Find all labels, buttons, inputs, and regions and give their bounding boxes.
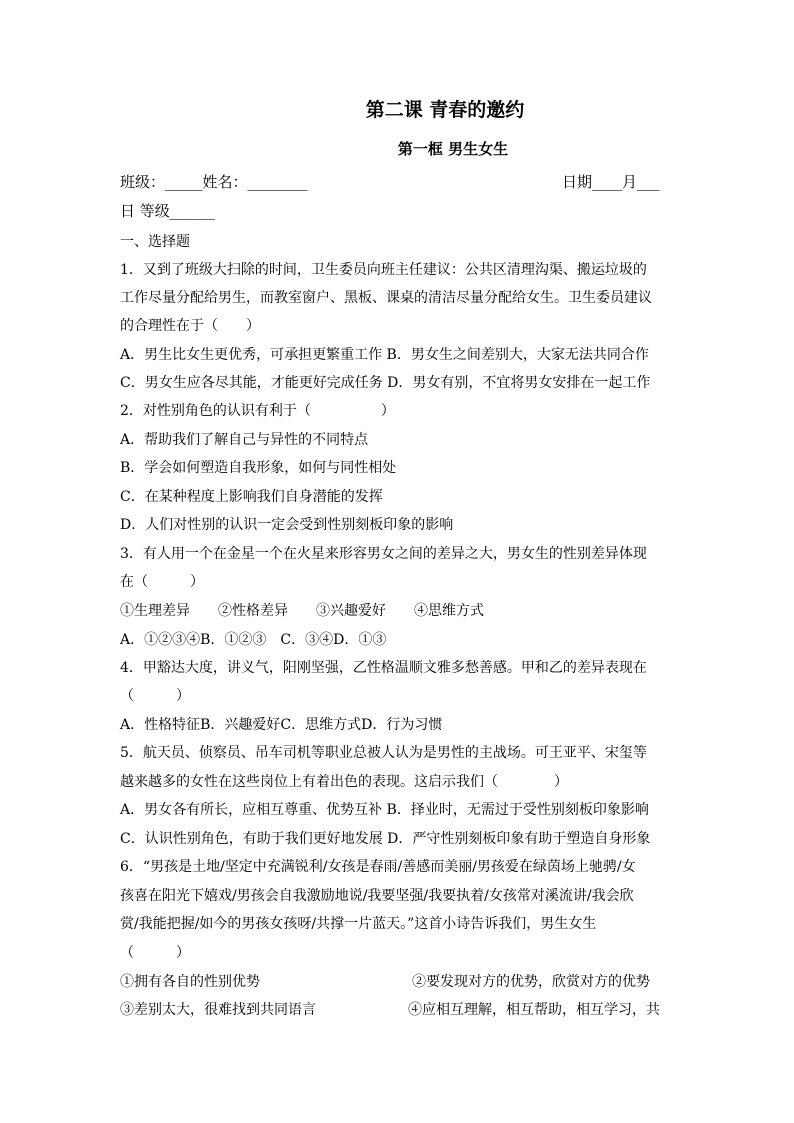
q6-item: ③差别太大，很难找到共同语言 — [120, 1002, 316, 1018]
q6-stem-line: 孩喜在阳光下嬉戏/男孩会自我激励地说/我要坚强/我要执着/女孩常对溪流讲/我会欣 — [120, 888, 634, 904]
q4-options: A．性格特征B．兴趣爱好C．思维方式D．行为习惯 — [120, 717, 443, 733]
lesson-subtitle: 第一框 男生女生 — [397, 140, 509, 158]
q6-item: ①拥有各自的性别优势 — [120, 974, 260, 990]
q1-stem-line: 1．又到了班级大扫除的时间，卫生委员向班主任建议：公共区清理沟渠、搬运垃圾的 — [120, 262, 647, 278]
q2-option-a: A．帮助我们了解自己与异性的不同特点 — [120, 432, 369, 448]
q2-stem: 2．对性别角色的认识有利于（ ） — [120, 403, 395, 419]
q2-option-d: D．人们对性别的认识一定会受到性别刻板印象的影响 — [120, 517, 454, 533]
class-name-fields: 班级：_____姓名：________ — [120, 173, 308, 191]
q1-options-cd: C．男女生应各尽其能，才能更好完成任务 D．男女有别，不宜将男女安排在一起工作 — [120, 375, 651, 391]
lesson-title: 第二课 青春的邀约 — [365, 99, 525, 121]
q3-options: A．①②③④B．①②③ C．③④D．①③ — [120, 632, 387, 648]
q4-stem-line: 4．甲豁达大度，讲义气，阳刚坚强，乙性格温顺文雅多愁善感。甲和乙的差异表现在 — [120, 660, 647, 676]
q3-stem-line: 3．有人用一个在金星一个在火星来形容男女之间的差异之大，男女生的性别差异体现 — [120, 546, 647, 562]
q6-stem-line: 赏/我能把握/如今的男孩女孩呀/共撑一片蓝天。”这首小诗告诉我们，男生女生 — [120, 916, 597, 932]
section-title: 一、选择题 — [120, 234, 190, 250]
q4-stem-line: （ ） — [120, 688, 190, 704]
q5-options-cd: C．认识性别角色，有助于我们更好地发展 D．严守性别刻板印象有助于塑造自身形象 — [120, 831, 651, 847]
q5-options-ab: A．男女各有所长，应相互尊重、优势互补 B．择业时，无需过于受性别刻板印象影响 — [120, 802, 649, 818]
q1-options-ab: A．男生比女生更优秀，可承担更繁重工作 B．男女生之间差别大，大家无法共同合作 — [120, 347, 649, 363]
q6-item: ②要发现对方的优势，欣赏对方的优势 — [412, 974, 650, 990]
q6-item: ④应相互理解，相互帮助，相互学习，共 — [408, 1002, 660, 1018]
grade-field: 日 等级______ — [120, 202, 215, 220]
q2-option-b: B．学会如何塑造自我形象，如何与同性相处 — [120, 460, 397, 476]
q3-stem-line: 在（ ） — [120, 574, 204, 590]
q2-option-c: C．在某种程度上影响我们自身潜能的发挥 — [120, 489, 383, 505]
q3-items: ①生理差异 ②性格差异 ③兴趣爱好 ④思维方式 — [120, 603, 484, 619]
q5-stem-line: 5．航天员、侦察员、吊车司机等职业总被人认为是男性的主战场。可王亚平、宋玺等 — [120, 745, 647, 761]
date-field: 日期____月___ — [562, 173, 660, 191]
q6-stem-line: 6．“男孩是土地/坚定中充满锐利/女孩是春雨/善感而美丽/男孩爱在绿茵场上驰骋/女 — [120, 859, 636, 875]
q5-stem-line: 越来越多的女性在这些岗位上有着出色的表现。这启示我们（ ） — [120, 774, 568, 790]
q1-stem-line: 的合理性在于（ ） — [120, 318, 260, 334]
q6-stem-line: （ ） — [120, 945, 190, 961]
q1-stem-line: 工作尽量分配给男生，而教室窗户、黑板、课桌的清洁尽量分配给女生。卫生委员建议 — [120, 290, 652, 306]
